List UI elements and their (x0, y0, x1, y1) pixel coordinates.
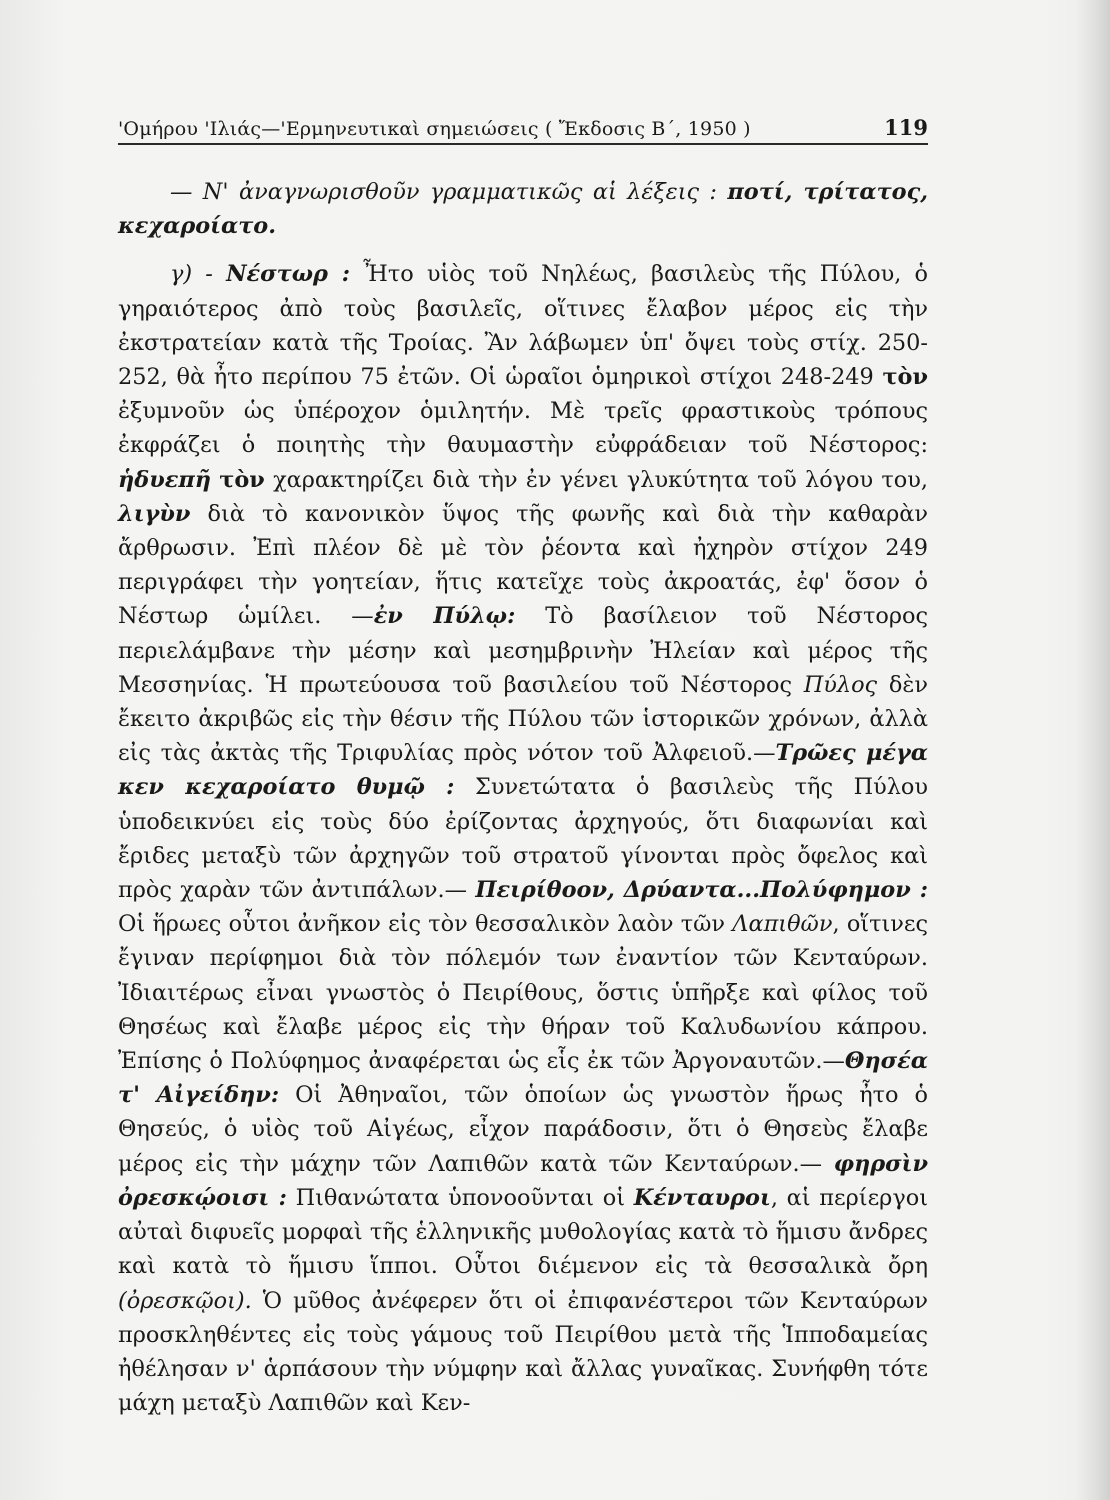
text-run: Ὁ μῦθος ἀνέφερεν ὅτι οἱ ἐπιφανέστεροι τῶν Κενταύρων προσκληθέντες εἰς τοὺς γάμους τοῦ Πειρίθου μετὰ τῆς Ἱπποδαμείας ἠθέλησαν ν' ἁρπάσουν τὴν νύμφην καὶ ἄλλας γυναῖκας. Συνήφθη τότε μάχη μεταξὺ Λαπιθῶν καὶ Κεν- (118, 1287, 928, 1417)
text-run: , οἵτινες ἔγιναν περίφημοι διὰ τὸν πόλεμόν των ἐναντίον τῶν Κενταύρων. Ἰδιαιτέρως εἶναι γνωστὸς ὁ Πειρίθους, ὅστις ὑπῆρξε καὶ φίλος τοῦ Θησέως καὶ ἔλαβε μέρος εἰς τὴν θήραν τοῦ Καλυδωνίου κάπρου. Ἐπίσης ὁ Πολύφημος ἀναφέρεται ὡς εἷς ἐκ τῶν Ἀργοναυτῶν.— (118, 911, 928, 1075)
emphasis-run: Τρῶες μέγα κεν κεχαροίατο θυμῷ : (118, 740, 928, 801)
emphasis-run: Κένταυροι (633, 1184, 771, 1211)
emphasis-run: φηρσὶν ὀρεσκῴοισι : (118, 1150, 928, 1211)
emphasis-run: ποτί, τρίτατος, κεχαροίατο. (118, 179, 929, 240)
emphasis-run: ἀναγνωρισθοῦν γραμματικῶς αἱ λέξεις : (238, 179, 728, 205)
text-run: Τὸ βασίλειον τοῦ Νέστορος περιελάμβανε τὴν μέσην καὶ μεσημβρινὴν Ἠλείαν καὶ μέρος τῆς Μεσσηνίας. Ἡ πρωτεύουσα τοῦ βασιλείου τοῦ Νέστορος (118, 603, 929, 698)
page-number: 119 (884, 115, 928, 140)
text-run: , αἱ περίεργοι αὐταὶ διφυεῖς μορφαὶ τῆς ἑλληνικῆς μυθολογίας κατὰ τὸ ἥμισυ ἄνδρες καὶ κατὰ τὸ ἥμισυ ἵπποι. Οὗτοι διέμενον εἰς τὰ θεσσαλικὰ ὄρη (118, 1184, 928, 1280)
emphasis-run: τὸν (882, 364, 928, 391)
emphasis-run: λιγὺν (118, 500, 191, 527)
text-run: χαρακτηρίζει διὰ τὴν ἐν γένει γλυκύτητα τοῦ λόγου του, (264, 466, 928, 493)
emphasis-run: (ὀρεσκῷοι). (118, 1287, 252, 1314)
paragraph-1 (118, 175, 928, 243)
emphasis-run: Πύλος (803, 671, 878, 698)
emphasis-run: Πειρίθοον, Δρύαντα...Πολύφημον : (475, 877, 928, 904)
page-edge-shadow (1075, 0, 1110, 1500)
text-run: Ἦτο υἱὸς τοῦ Νηλέως, βασιλεὺς τῆς Πύλου, ὁ γηραιότερος ἀπὸ τοὺς βασιλεῖς, οἵτινες ἔλαβον μέρος εἰς τὴν ἐκστρατείαν κατὰ τῆς Τροίας. Ἂν λάβωμεν ὑπ' ὄψει τοὺς στίχ. 250-252, θὰ ἦτο περίπου 75 ἐτῶν. Οἱ ὡραῖοι ὁμηρικοὶ στίχοι 248-249 (118, 261, 929, 391)
emphasis-run: τὸν (219, 466, 265, 493)
emphasis-run: ἡδυεπῆ (118, 466, 212, 493)
emphasis-run: Νέστωρ : (226, 261, 351, 288)
text-run: Συνετώτατα ὁ βασιλεὺς τῆς Πύλου ὑποδεικνύει εἰς τοὺς δύο ἐρίζοντας ἀρχηγούς, ὅτι διαφωνίαι καὶ ἔριδες μεταξὺ τῶν ἀρχηγῶν τοῦ στρατοῦ γίνονται πρὸς ὄφελος καὶ πρὸς χαρὰν τῶν ἀντιπάλων.— (118, 774, 928, 904)
header-rule (118, 143, 928, 145)
text-run: Οἱ ἥρωες οὗτοι ἀνῆκον εἰς τὸν θεσσαλικὸν λαὸν τῶν (118, 911, 733, 938)
text-run: Πιθανώτατα ὑπονοοῦνται οἱ (286, 1184, 634, 1211)
text-run: Οἱ Ἀθηναῖοι, τῶν ὁποίων ὡς γνωστὸν ἥρως ἦτο ὁ Θησεύς, ὁ υἱὸς τοῦ Αἰγέως, εἶχον παράδοσιν, ὅτι ὁ Θησεὺς ἔλαβε μέρος εἰς τὴν μάχην τῶν Λαπιθῶν κατὰ τῶν Κενταύρων.— (118, 1082, 928, 1177)
running-header (118, 100, 928, 140)
emphasis-run: — Ν' (170, 179, 239, 205)
emphasis-run: ἐν Πύλῳ: (373, 603, 516, 630)
page-body (118, 175, 928, 1420)
emphasis-run: Θησέα τ' Αἰγείδην: (118, 1048, 928, 1109)
text-run: δὲν ἔκειτο ἀκριβῶς εἰς τὴν θέσιν τῆς Πύλου τῶν ἱστορικῶν χρόνων, ἀλλὰ εἰς τὰς ἀκτὰς τῆς Τριφυλίας πρὸς νότον τοῦ Ἀλφειοῦ.— (118, 671, 928, 767)
text-run: ἐξυμνοῦν ὡς ὑπέροχον ὁμιλητήν. Μὲ τρεῖς φραστικοὺς τρόπους ἐκφράζει ὁ ποιητὴς τὴν θαυμαστὴν εὐφράδειαν τοῦ Νέστορος: (118, 398, 928, 459)
running-title: 'Ομήρου 'Ιλιάς—'Ερμηνευτικαὶ σημειώσεις ( Ἔκδοσις Β΄, 1950 ) (118, 118, 751, 140)
emphasis-run: γ) - (170, 261, 227, 288)
text-run: διὰ τὸ κανονικὸν ὕψος τῆς φωνῆς καὶ διὰ τὴν καθαρὰν ἄρθρωσιν. Ἐπὶ πλέον δὲ μὲ τὸν ῥέοντα καὶ ἠχηρὸν στίχον 249 περιγράφει τὴν γοητείαν, ἥτις κατεῖχε τοὺς ἀκροατάς, ἐφ' ὅσον ὁ Νέστωρ ὡμίλει. — (118, 500, 928, 630)
paragraph-2 (118, 257, 928, 1420)
emphasis-run: Λαπιθῶν (732, 911, 833, 938)
